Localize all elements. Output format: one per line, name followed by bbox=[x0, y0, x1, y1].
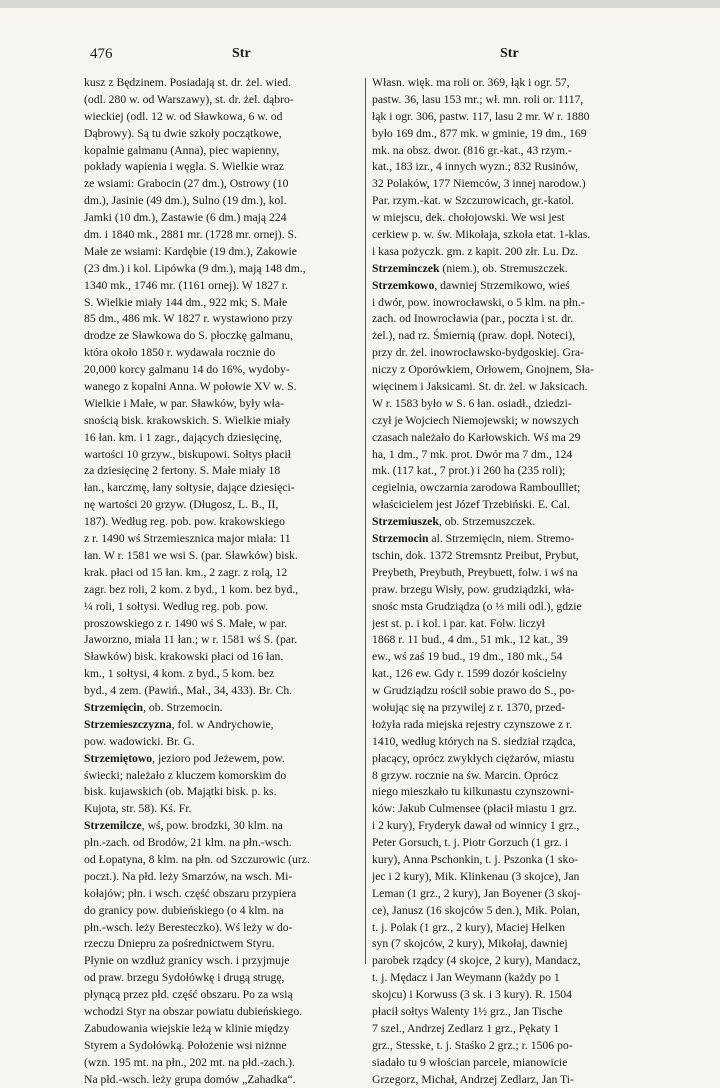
text-line bbox=[84, 109, 368, 126]
line-text: Leman (1 grz., 2 kury), Jan Boyener (3 skoj- bbox=[372, 886, 581, 900]
line-text: pokłady wapienia i węgla. S. Wielkie wraz bbox=[84, 160, 284, 174]
line-text: łożyła rada miejska rejestry czynszowe z r. bbox=[372, 717, 573, 731]
text-line bbox=[372, 683, 656, 700]
line-text: syn (7 skojców, 2 kury), Mikołaj, dawniej bbox=[372, 937, 568, 951]
page-header bbox=[0, 46, 720, 70]
text-line bbox=[84, 1072, 368, 1088]
text-line bbox=[372, 987, 656, 1004]
text-line bbox=[84, 497, 368, 514]
text-line bbox=[84, 565, 368, 582]
line-text: kat., 126 ew. Gdy r. 1599 dozór kościelny bbox=[372, 667, 567, 681]
text-line bbox=[372, 852, 656, 869]
line-text: drodze ze Sławkowa do S. płoczkę galmanu, bbox=[84, 329, 294, 343]
text-line bbox=[84, 514, 368, 531]
line-text: przy dr. żel. inowrocławsko-bydgoskiej. Gra- bbox=[372, 346, 584, 360]
line-text: 16 łan. km. i 1 zagr., dających dziesięcinę, bbox=[84, 430, 282, 444]
line-text: S. Wielkie miały 144 dm., 922 mk; S. Małe bbox=[84, 295, 288, 309]
line-text: km., 1 sołtysi, 4 kom. z byd., 5 kom. bez bbox=[84, 667, 275, 681]
line-text: praw. brzegu Wisły, pow. grudziądzki, wła- bbox=[372, 582, 575, 596]
text-line bbox=[84, 362, 368, 379]
text-line bbox=[84, 311, 368, 328]
line-text: mk. (117 kat., 7 prot.) i 260 ha (235 roli); bbox=[372, 464, 566, 478]
line-text: poczt.). Na płd. leży Smarzów, na wsch. Mi- bbox=[84, 869, 293, 883]
text-line bbox=[372, 430, 656, 447]
text-line bbox=[372, 362, 656, 379]
line-text: , jezioro pod Jeżewem, pow. bbox=[152, 751, 285, 765]
line-text: (23 dm.) i kol. Lipówka (9 dm.), mają 148 dm., bbox=[84, 261, 306, 275]
line-text: Dąbrowy). Są tu dwie szkoły początkowe, bbox=[84, 126, 282, 140]
text-line bbox=[372, 1021, 656, 1038]
line-text: , dawniej Strzemikowo, wieś bbox=[434, 278, 570, 292]
line-text: płacił sołtys Walenty 1½ grz., Jan Tische bbox=[372, 1004, 563, 1018]
line-text: za dziesięcinę 2 fertony. S. Małe miały 18 bbox=[84, 464, 281, 478]
line-text: mk. na obsz. dwor. (816 gr.-kat., 43 rzym.- bbox=[372, 143, 572, 157]
text-line bbox=[372, 497, 656, 514]
line-text: ew., wś zaś 19 bud., 19 dm., 180 mk., 54 bbox=[372, 650, 563, 664]
running-head-right: Str bbox=[500, 46, 519, 61]
line-text: Wielkie i Małe, w par. Sławków, były wła- bbox=[84, 396, 285, 410]
text-line bbox=[372, 92, 656, 109]
line-text: czasach należało do Karłowskich. Wś ma 29 bbox=[372, 430, 581, 444]
line-text: od praw. brzegu Sydołówkę i drugą strugę, bbox=[84, 971, 285, 985]
line-text: jec i 2 kury), Mik. Klinkenau (3 skojce), Jan bbox=[372, 869, 580, 883]
line-text: Jaworzno, miała 11 łan.; w r. 1581 wś S. (par. bbox=[84, 633, 298, 647]
text-line bbox=[84, 227, 368, 244]
line-text: bisk. kujawskich (ob. Majątki bisk. p. ks. bbox=[84, 785, 277, 799]
line-text: wołując się na przywilej z r. 1370, przed- bbox=[372, 700, 566, 714]
text-line bbox=[84, 801, 368, 818]
line-text: niczy z Oporówkiem, Orłowem, Gnojnem, Sła- bbox=[372, 363, 595, 377]
line-text: t. j. Mędacz i Jan Weymann (każdy po 1 bbox=[372, 971, 560, 985]
line-text: , wś, pow. brodzki, 30 klm. na bbox=[141, 819, 283, 833]
line-text: W r. 1583 było w S. 6 łan. osiadł., dziedzi- bbox=[372, 396, 572, 410]
text-line bbox=[84, 903, 368, 920]
line-text: kury), Anna Pschonkin, t. j. Pszonka (1 sko- bbox=[372, 852, 579, 866]
line-text: ce), Janusz (16 skojców 5 den.), Mik. Polan, bbox=[372, 903, 580, 917]
text-line bbox=[372, 1004, 656, 1021]
text-line bbox=[84, 852, 368, 869]
line-text: grz., Stesske, t. j. Staśko 2 grz.; r. 1506 po- bbox=[372, 1038, 573, 1052]
line-text: do granicy pow. dubieńskiego (o 4 klm. na bbox=[84, 903, 284, 917]
text-line bbox=[372, 768, 656, 785]
line-text: tschin, dok. 1372 Stremsntz Preibut, Prybut, bbox=[372, 548, 579, 562]
text-line bbox=[372, 345, 656, 362]
line-text: wanego z kopalni Anna. W połowie XV w. S. bbox=[84, 380, 297, 394]
line-text: i 2 kury), Fryderyk dawał od winnicy 1 grz., bbox=[372, 819, 580, 833]
line-text: z r. 1490 wś Strzemiesznica major miała: 11 bbox=[84, 532, 291, 546]
line-text: nę wartości 20 grzyw. (Długosz, L. B., II, bbox=[84, 498, 279, 512]
line-text: proszowskiego z r. 1490 wś S. Małe, w par. bbox=[84, 616, 288, 630]
text-line bbox=[84, 616, 368, 633]
entry-headword: Strzemieszczyzna bbox=[84, 717, 172, 731]
line-text: więcinem i Jaksicami. St. dr. żel. w Jaksicach. bbox=[372, 380, 588, 394]
text-line bbox=[372, 734, 656, 751]
text-line bbox=[372, 75, 656, 92]
line-text: Par. rzym.-kat. w Szczurowicach, gr.-katol. bbox=[372, 194, 574, 208]
text-line bbox=[84, 193, 368, 210]
text-line bbox=[372, 311, 656, 328]
line-text: i kasa pożyczk. gm. z kapit. 200 złr. Lu. Dz. bbox=[372, 244, 579, 258]
text-line bbox=[372, 143, 656, 160]
text-line bbox=[372, 176, 656, 193]
line-text: kusz z Będzinem. Posiadają st. dr. żel. wied. bbox=[84, 76, 292, 89]
text-line bbox=[84, 345, 368, 362]
right-column bbox=[372, 75, 656, 1088]
text-line bbox=[84, 278, 368, 295]
line-text: dm.), Jasinie (49 dm.), Sulno (19 dm.), kol. bbox=[84, 194, 287, 208]
line-text: Płynie on wzdłuż granicy wsch. i przyjmuje bbox=[84, 954, 290, 968]
text-line bbox=[84, 1038, 368, 1055]
text-line bbox=[84, 582, 368, 599]
line-text: t. j. Polak (1 grz., 2 kury), Maciej Helken bbox=[372, 920, 566, 934]
line-text: Własn. więk. ma roli or. 369, łąk i ogr. 57, bbox=[372, 76, 570, 89]
line-text: pastw. 36, lasu 153 mr.; wł. mn. roli or. 1117, bbox=[372, 92, 584, 106]
text-line bbox=[84, 126, 368, 143]
text-line bbox=[84, 1055, 368, 1072]
text-line bbox=[84, 176, 368, 193]
text-line bbox=[372, 193, 656, 210]
line-text: rzeczu Dniepru za pośrednictwem Styru. bbox=[84, 937, 275, 951]
text-line bbox=[372, 1038, 656, 1055]
entry-headword: Strzemiuszek bbox=[372, 515, 439, 529]
text-line bbox=[372, 700, 656, 717]
line-text: byd., 4 zem. (Pawiń., Mał., 34, 433). Br. Ch. bbox=[84, 684, 293, 698]
text-line bbox=[84, 396, 368, 413]
text-line bbox=[84, 970, 368, 987]
line-text: 7 szel., Andrzej Zedlarz 1 grz., Pękaty 1 bbox=[372, 1021, 560, 1035]
text-line bbox=[372, 666, 656, 683]
line-text: krak. płaci od 15 łan. km., 2 zagr. z rolą, 12 bbox=[84, 565, 288, 579]
text-line bbox=[84, 1004, 368, 1021]
text-line bbox=[84, 936, 368, 953]
text-line bbox=[84, 734, 368, 751]
text-line bbox=[372, 1072, 656, 1088]
line-text: 32 Polaków, 177 Niemców, 3 innej narodow.) bbox=[372, 177, 586, 191]
text-line bbox=[372, 649, 656, 666]
text-line bbox=[84, 683, 368, 700]
text-line bbox=[84, 210, 368, 227]
line-text: 1410, według których na S. siedział rządca, bbox=[372, 734, 576, 748]
line-text: zach. od Inowrocławia (par., poczta i st. dr. bbox=[372, 312, 574, 326]
line-text: było 169 dm., 877 mk. w gminie, 19 dm., 169 bbox=[372, 126, 587, 140]
text-line bbox=[372, 328, 656, 345]
text-line bbox=[372, 565, 656, 582]
line-text: łan., karczmę, łany sołtysie, dające dziesięci- bbox=[84, 481, 295, 495]
entry-headword: Strzemilcze bbox=[84, 819, 142, 833]
line-text: ha, 1 dm., 7 mk. prot. Dwór ma 7 dm., 124 bbox=[372, 447, 573, 461]
text-line bbox=[372, 413, 656, 430]
entry-headword: Strzemkowo bbox=[372, 278, 435, 292]
text-line bbox=[84, 869, 368, 886]
text-line bbox=[84, 818, 368, 835]
text-line bbox=[372, 886, 656, 903]
line-text: Sławków) bisk. krakowski płaci od 16 łan. bbox=[84, 650, 284, 664]
line-text: , ob. Strzemuszczek. bbox=[438, 515, 536, 529]
line-text: 187). Według reg. pob. pow. krakowskiego bbox=[84, 515, 285, 529]
text-line bbox=[84, 953, 368, 970]
text-line bbox=[84, 159, 368, 176]
text-line bbox=[84, 700, 368, 717]
line-text: (odl. 280 w. od Warszawy), st. dr. żel. dąbro- bbox=[84, 92, 294, 106]
line-text: kopalnie galmanu (Anna), piec wapienny, bbox=[84, 143, 280, 157]
line-text: (wzn. 195 mt. na płn., 202 mt. na płd.-zach.). bbox=[84, 1055, 295, 1069]
line-text: płynącą przez płd. część obszaru. Po za wsią bbox=[84, 988, 293, 1002]
page-number: 476 bbox=[90, 46, 113, 62]
text-line bbox=[372, 970, 656, 987]
line-text: al. Strzemięcin, niem. Stremo- bbox=[428, 532, 575, 546]
line-text: ze wsiami: Grabocin (27 dm.), Ostrowy (10 bbox=[84, 177, 289, 191]
line-text: 1340 mk., 1746 mr. (1161 ornej). W 1827 r. bbox=[84, 278, 288, 292]
line-text: parobek rządcy (4 skojce, 2 kury), Mandacz, bbox=[372, 954, 581, 968]
text-line bbox=[372, 447, 656, 464]
text-line bbox=[372, 599, 656, 616]
text-line bbox=[84, 784, 368, 801]
text-line bbox=[372, 480, 656, 497]
line-text: cerkiew p. w. św. Mikołaja, szkoła etat. 1-klas. bbox=[372, 228, 591, 242]
line-text: czył je Wojciech Niemojewski; w nowszych bbox=[372, 413, 579, 427]
line-text: niego mieszkało tu kilkunastu czynszowni- bbox=[372, 785, 574, 799]
text-line bbox=[84, 463, 368, 480]
text-line bbox=[372, 463, 656, 480]
line-text: snością bisk. krakowskich. S. Wielkie miały bbox=[84, 413, 291, 427]
line-text: Styrem a Sydołówką. Położenie wsi niżnne bbox=[84, 1038, 287, 1052]
text-line bbox=[372, 514, 656, 531]
text-line bbox=[372, 936, 656, 953]
text-line bbox=[84, 75, 368, 92]
line-text: wieckiej (odl. 12 w. od Sławkowa, 6 w. od bbox=[84, 109, 283, 123]
line-text: która około 1850 r. wydawała rocznie do bbox=[84, 346, 276, 360]
text-line bbox=[372, 784, 656, 801]
text-line bbox=[84, 886, 368, 903]
line-text: pow. wadowicki. Br. G. bbox=[84, 734, 195, 748]
scan-top-band bbox=[0, 0, 720, 8]
text-line bbox=[84, 430, 368, 447]
column-divider bbox=[365, 78, 366, 964]
line-text: Małe ze wsiami: Kardębie (19 dm.), Zakowie bbox=[84, 244, 297, 258]
line-text: , fol. w Andrychowie, bbox=[171, 717, 274, 731]
line-text: snośc msta Grudziądza (o ⅓ mili odl.), gdzie bbox=[372, 599, 582, 613]
entry-headword: Strzemiętowo bbox=[84, 751, 153, 765]
text-line bbox=[372, 616, 656, 633]
line-text: płn.-wsch. leży Beresteczko). Wś leży w do- bbox=[84, 920, 293, 934]
line-text: zagr. bez roli, 2 kom. z byd., 1 kom. bez byd., bbox=[84, 582, 299, 596]
text-line bbox=[372, 295, 656, 312]
text-line bbox=[84, 244, 368, 261]
line-text: dm. i 1840 mk., 2881 mr. (1728 mr. ornej). S. bbox=[84, 228, 297, 242]
text-line bbox=[84, 987, 368, 1004]
text-line bbox=[84, 649, 368, 666]
line-text: żel.), nad rz. Śmiernią (praw. dopł. Noteci), bbox=[372, 329, 576, 343]
entry-headword: Strzeminczek bbox=[372, 261, 440, 275]
text-line bbox=[372, 818, 656, 835]
line-text: płn.-zach. od Brodów, 21 klm. na płn.-wsch. bbox=[84, 836, 292, 850]
line-text: (niem.), ob. Stremuszczek. bbox=[439, 261, 568, 275]
text-line bbox=[372, 379, 656, 396]
text-line bbox=[372, 227, 656, 244]
line-text: ¼ roli, 1 sołtysi. Według reg. pob. pow. bbox=[84, 599, 269, 613]
text-line bbox=[372, 920, 656, 937]
text-line bbox=[84, 599, 368, 616]
text-line bbox=[84, 480, 368, 497]
left-column bbox=[84, 75, 368, 1088]
text-line bbox=[84, 768, 368, 785]
running-head-left: Str bbox=[232, 46, 251, 61]
text-line bbox=[372, 632, 656, 649]
text-line bbox=[84, 920, 368, 937]
line-text: ków: Jakub Culmensee (płacił miastu 1 grz. bbox=[372, 802, 577, 816]
entry-headword: Strzemięcin bbox=[84, 700, 144, 714]
line-text: świecki; należało z kluczem komorskim do bbox=[84, 768, 287, 782]
line-text: Peter Gorsuch, t. j. Piotr Gorzuch (1 grz. i bbox=[372, 836, 569, 850]
text-line bbox=[372, 801, 656, 818]
text-line bbox=[84, 666, 368, 683]
text-line bbox=[84, 751, 368, 768]
text-line bbox=[84, 1021, 368, 1038]
line-text: od Łopatyna, 8 klm. na płn. od Szczurowic (urz. bbox=[84, 852, 310, 866]
text-line bbox=[84, 413, 368, 430]
line-text: Jamki (10 dm.), Zastawie (6 dm.) mają 224 bbox=[84, 211, 287, 225]
line-text: kat., 183 izr., 4 innych wyzn.; 832 Rusinów, bbox=[372, 160, 579, 174]
line-text: jest st. p. i kol. i par. kat. Folw. liczył bbox=[372, 616, 545, 630]
line-text: kołajów; płn. i wsch. część obszaru przypiera bbox=[84, 886, 297, 900]
text-line bbox=[84, 632, 368, 649]
text-line bbox=[372, 582, 656, 599]
text-line bbox=[84, 531, 368, 548]
text-line bbox=[372, 261, 656, 278]
text-line bbox=[372, 396, 656, 413]
text-line bbox=[84, 328, 368, 345]
text-line bbox=[84, 835, 368, 852]
text-line bbox=[84, 143, 368, 160]
line-text: wartości 10 grzyw., biskupowi. Sołtys płacił bbox=[84, 447, 291, 461]
line-text: siadało tu 9 włościan parcele, mianowicie bbox=[372, 1055, 568, 1069]
entry-headword: Strzemocin bbox=[372, 532, 429, 546]
line-text: 85 dm., 486 mk. W 1827 r. wystawiono przy bbox=[84, 312, 293, 326]
line-text: w Grudziądzu rościł sobie prawo do S., po- bbox=[372, 684, 575, 698]
text-line bbox=[372, 953, 656, 970]
text-line bbox=[84, 447, 368, 464]
text-line bbox=[84, 548, 368, 565]
text-line bbox=[372, 278, 656, 295]
text-line bbox=[372, 126, 656, 143]
line-text: , ob. Strzemocin. bbox=[143, 700, 223, 714]
line-text: Zabudowania wiejskie leżą w klinie między bbox=[84, 1021, 290, 1035]
line-text: właścicielem jest Józef Trzebiński. E. Cal. bbox=[372, 498, 570, 512]
text-line bbox=[372, 1055, 656, 1072]
line-text: Kujota, str. 58). Kś. Fr. bbox=[84, 802, 192, 816]
text-line bbox=[84, 261, 368, 278]
line-text: Na płd.-wsch. leży grupa domów „Zahadka“. bbox=[84, 1072, 296, 1086]
line-text: 1868 r. 11 bud., 4 dm., 51 mk., 12 kat., 39 bbox=[372, 633, 568, 647]
text-line bbox=[372, 210, 656, 227]
text-line bbox=[84, 295, 368, 312]
text-line bbox=[84, 717, 368, 734]
text-line bbox=[372, 835, 656, 852]
text-line bbox=[372, 869, 656, 886]
text-line bbox=[372, 903, 656, 920]
text-line bbox=[372, 109, 656, 126]
line-text: 20,000 korcy galmanu 14 do 16%, wydoby- bbox=[84, 363, 290, 377]
text-line bbox=[372, 751, 656, 768]
line-text: 8 grzyw. rocznie na św. Marcin. Oprócz bbox=[372, 768, 559, 782]
text-line bbox=[372, 244, 656, 261]
text-line bbox=[372, 159, 656, 176]
line-text: Preybeth, Preybuth, Preybuett, folw. i wś na bbox=[372, 565, 578, 579]
line-text: i dwór, pow. inowrocławski, o 5 klm. na płn.- bbox=[372, 295, 585, 309]
line-text: łąk i ogr. 306, pastw. 117, lasu 2 mr. W r. 1880 bbox=[372, 109, 590, 123]
line-text: łan. W r. 1581 we wsi S. (par. Sławków) bisk. bbox=[84, 548, 298, 562]
line-text: płacący, oprócz zwykłych ciężarów, miastu bbox=[372, 751, 575, 765]
line-text: Grzegorz, Michał, Andrzej Zedlarz, Jan Ti- bbox=[372, 1072, 574, 1086]
line-text: wchodzi Styr na obszar powiatu dubieńskiego. bbox=[84, 1004, 303, 1018]
line-text: w miejscu, dek. chołojowski. We wsi jest bbox=[372, 211, 565, 225]
line-text: cegielnia, owczarnia zarodowa Ramboulllet; bbox=[372, 481, 581, 495]
line-text: skojcu) i Korwuss (3 sk. i 3 kury). R. 1504 bbox=[372, 988, 572, 1002]
text-line bbox=[84, 92, 368, 109]
text-line bbox=[372, 548, 656, 565]
text-line bbox=[372, 531, 656, 548]
text-line bbox=[84, 379, 368, 396]
text-line bbox=[372, 717, 656, 734]
